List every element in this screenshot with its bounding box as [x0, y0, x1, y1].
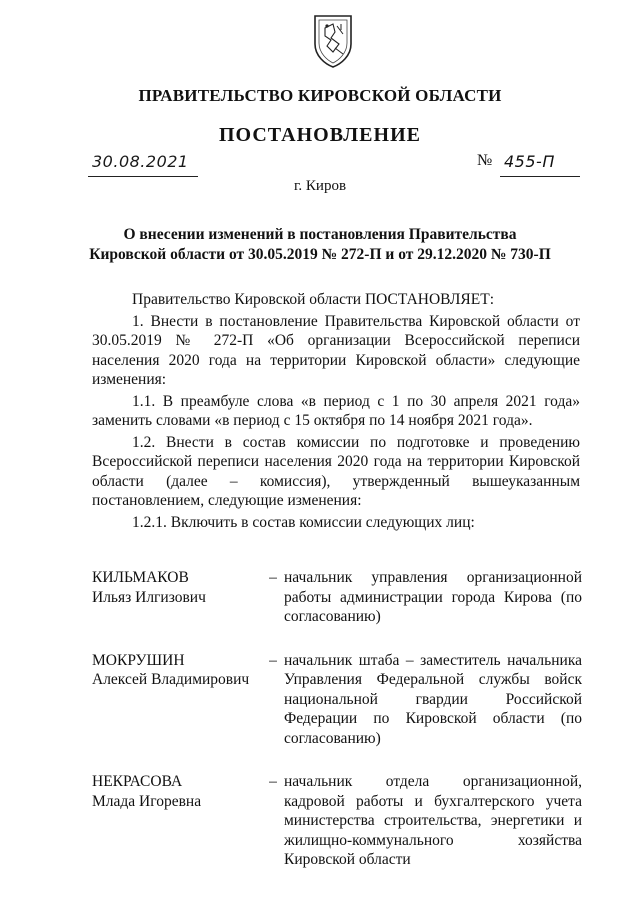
document-type: ПОСТАНОВЛЕНИЕ [219, 124, 421, 146]
member-row [92, 772, 582, 870]
date-field [88, 150, 198, 177]
document-subject [60, 225, 580, 265]
number-field [500, 150, 580, 177]
member-name [92, 651, 262, 749]
paragraph-1-2: 1.2. Внести в состав комиссии по подготовке и проведению Всероссийской переписи населения 2020 года на территории Кировской области (далее – комиссия), утвержденный вышеуказанным постановлением, следующие изменения: [92, 433, 580, 509]
paragraph-1: 1. Внести в постановление Правительства Кировской области от 30.05.2019 № 272-П «Об организации Всероссийской переписи населения 2020 года на территории Кировской области» следующие изменения: [92, 312, 580, 388]
document-date: 30.08.2021 [92, 152, 189, 171]
member-dash: – [269, 569, 277, 586]
document-body [92, 290, 580, 534]
member-row [92, 651, 582, 749]
member-dash: – [269, 773, 277, 790]
member-position: начальник штаба – заместитель начальника Управления Федеральной службы войск национальной гвардии Российской Федерации по Кировской области (по согласованию) [284, 651, 582, 747]
city: г. Киров [293, 178, 347, 194]
member-name [92, 772, 262, 870]
organization-title: ПРАВИТЕЛЬСТВО КИРОВСКОЙ ОБЛАСТИ [138, 86, 502, 105]
member-given-name: Алексей Владимирович [92, 671, 250, 688]
member-surname: КИЛЬМАКОВ [92, 569, 189, 586]
member-surname: МОКРУШИН [92, 651, 185, 669]
subject-line-2: Кировской области от 30.05.2019 № 272-П и от 29.12.2020 № 730-П [89, 246, 551, 263]
subject-line-1: О внесении изменений в постановления Правительства [123, 226, 517, 243]
member-given-name: Ильяз Илгизович [92, 588, 206, 606]
coat-of-arms-icon [313, 14, 353, 68]
paragraph-1-2-1: 1.2.1. Включить в состав комиссии следующих лиц: [132, 513, 475, 531]
member-surname: НЕКРАСОВА [92, 773, 183, 790]
member-name [92, 568, 262, 627]
member-given-name: Млада Игоревна [92, 792, 202, 810]
document-number: 455-П [504, 152, 555, 171]
member-dash: – [269, 651, 277, 669]
number-label: № [477, 152, 493, 169]
paragraph-1-1: 1.1. В преамбуле слова «в период с 1 по 30 апреля 2021 года» заменить словами «в период с 15 октября по 14 ноября 2021 года». [92, 392, 580, 429]
commission-members-list [92, 568, 582, 894]
member-position: начальник управления организационной работы администрации города Кирова (по согласованию) [284, 569, 582, 625]
paragraph-preamble: Правительство Кировской области ПОСТАНОВЛЯЕТ: [132, 291, 495, 308]
member-row [92, 568, 582, 627]
member-position: начальник отдела организационной, кадровой работы и бухгалтерского учета министерства строительства, энергетики и жилищно-коммунального хозяйства Кировской области [284, 773, 582, 868]
